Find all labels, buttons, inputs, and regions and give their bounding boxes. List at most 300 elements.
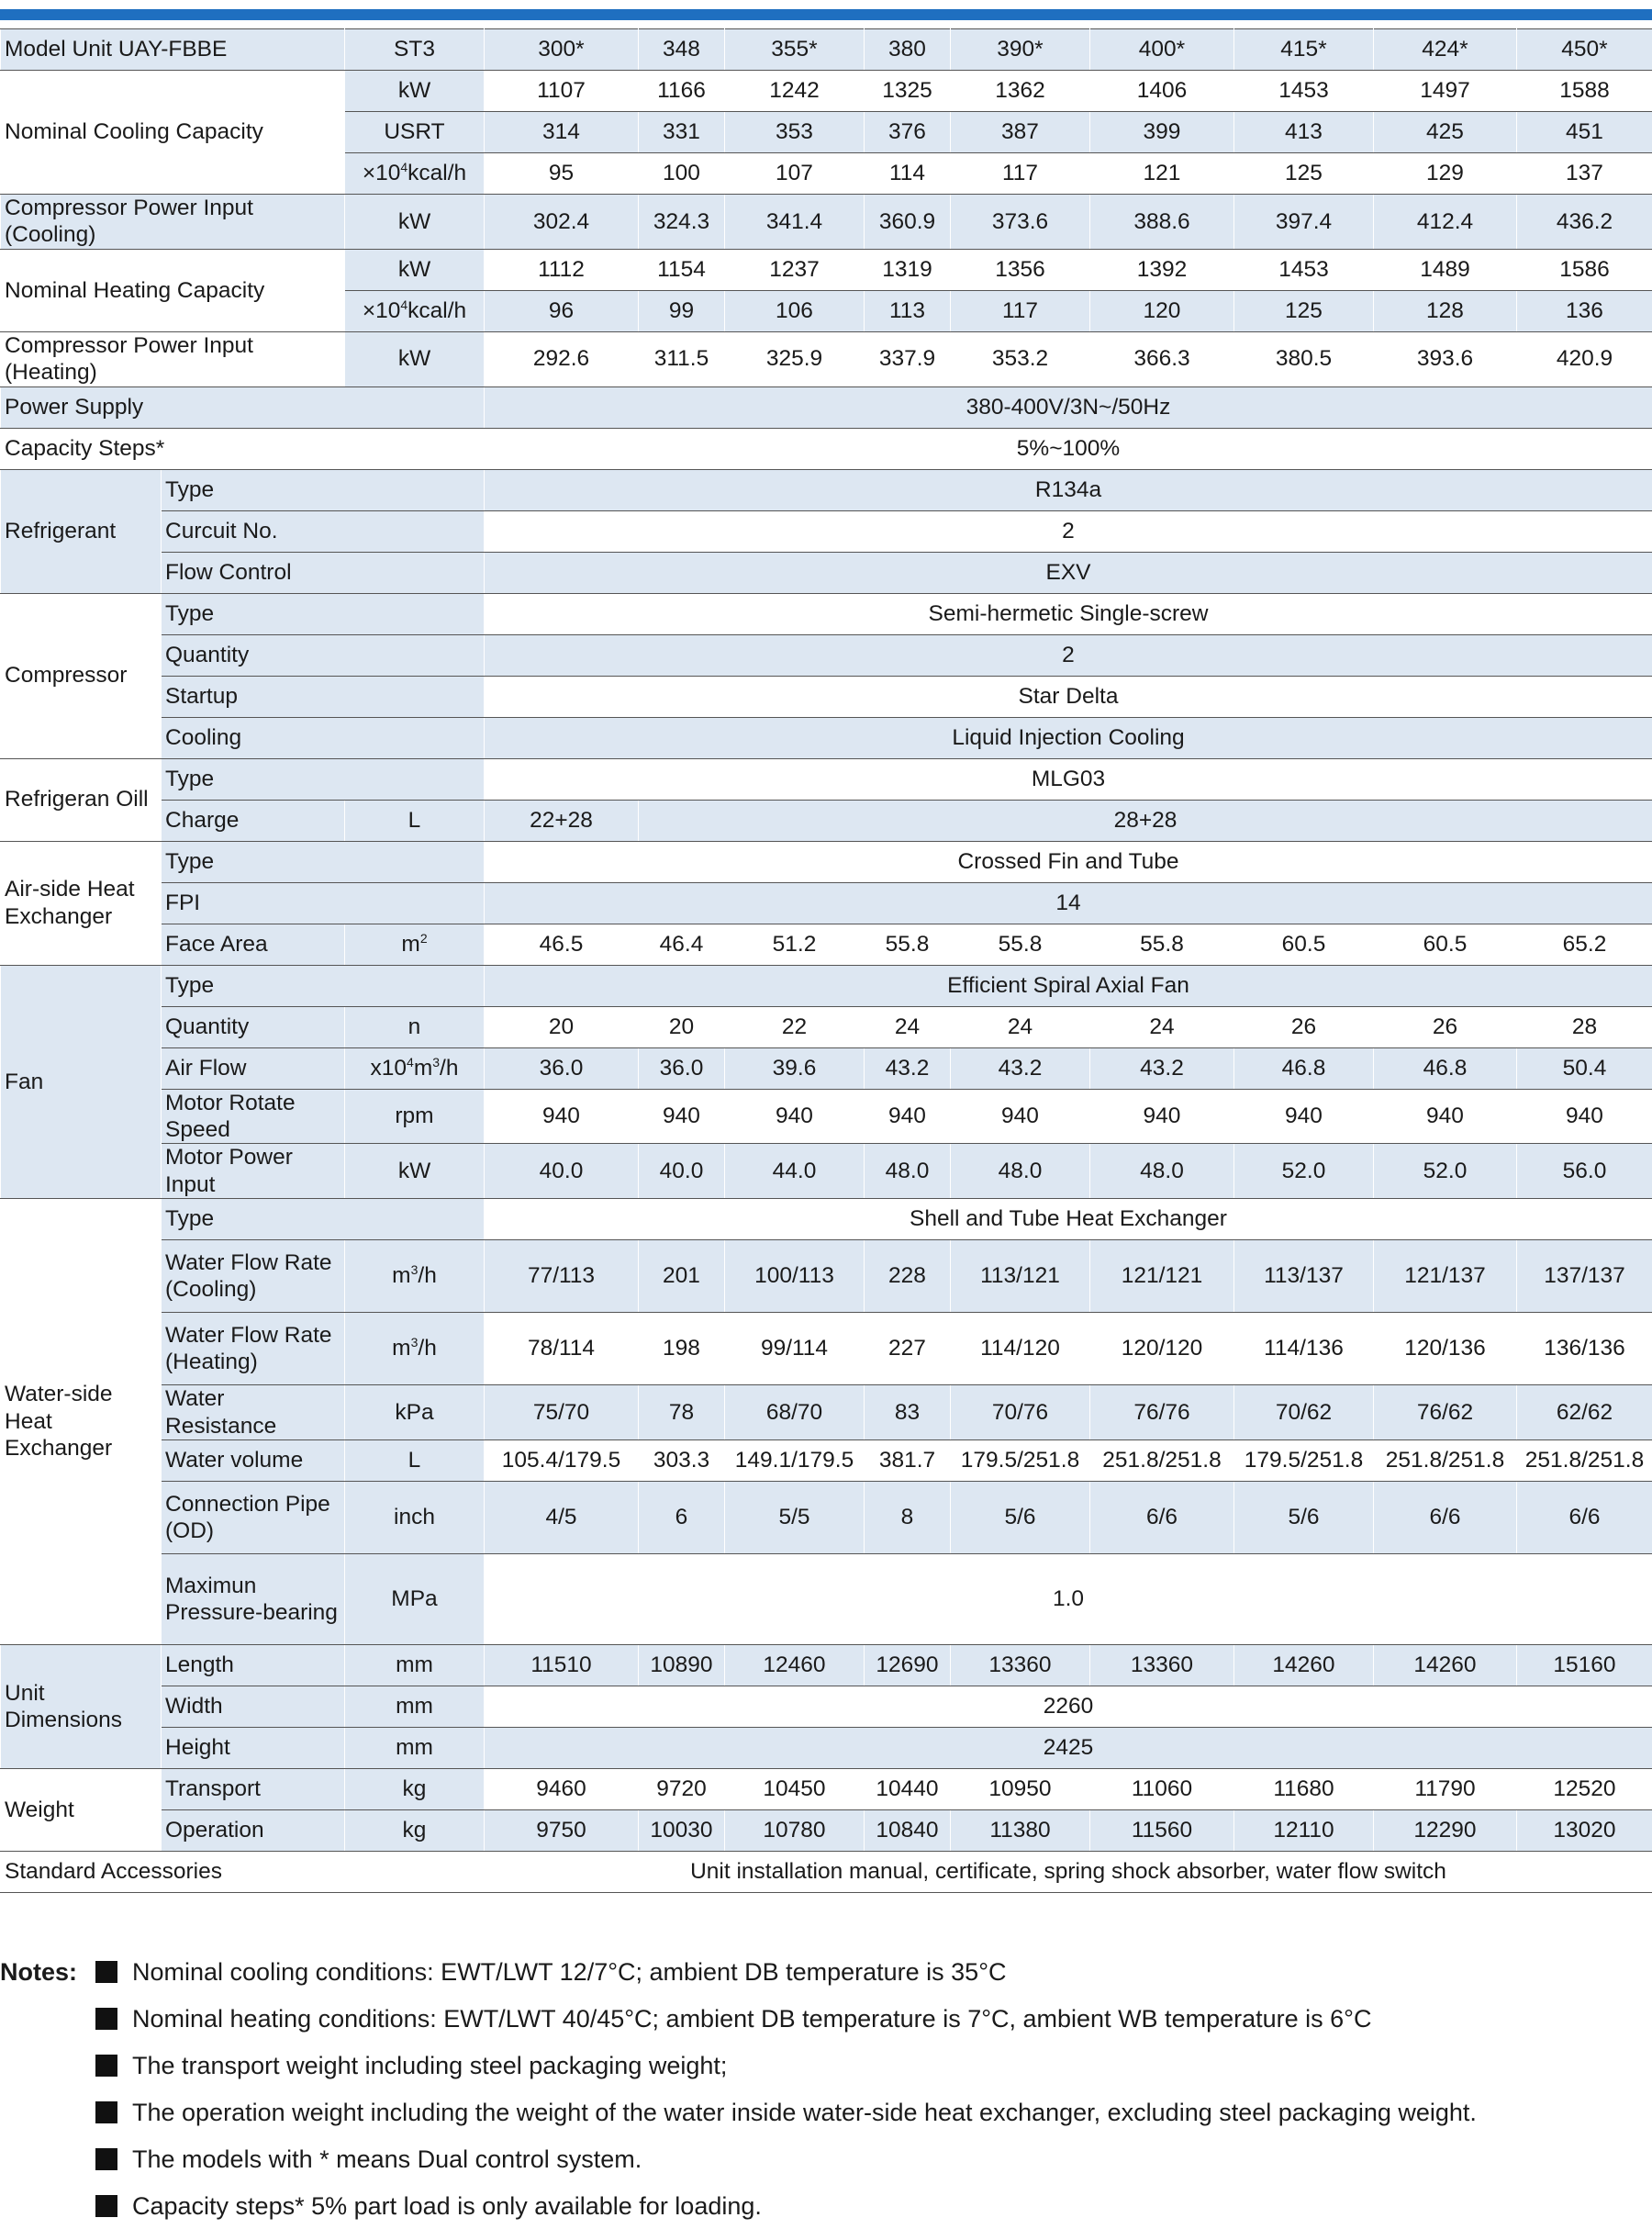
value-cell: 107 bbox=[725, 153, 865, 195]
sub-label: Water Flow Rate (Cooling) bbox=[162, 1240, 345, 1313]
table-row bbox=[1, 1047, 1652, 1089]
value-cell: 341.4 bbox=[725, 195, 865, 250]
value-cell: 413 bbox=[1234, 112, 1374, 153]
value-cell: 120/120 bbox=[1090, 1313, 1234, 1385]
value-cell: 55.8 bbox=[1090, 924, 1234, 965]
value-cell: 6 bbox=[639, 1481, 725, 1553]
value-cell: 12520 bbox=[1517, 1768, 1652, 1809]
value-cell: 117 bbox=[951, 153, 1090, 195]
value-cell: 75/70 bbox=[485, 1385, 639, 1440]
value-cell: 1453 bbox=[1234, 71, 1374, 112]
value-cell: 20 bbox=[485, 1006, 639, 1047]
unit-cell: $m^3/h$ bbox=[345, 1240, 485, 1313]
table-row bbox=[1, 1727, 1652, 1768]
table-row bbox=[1, 386, 1652, 428]
note-item bbox=[95, 2000, 1371, 2037]
value-cell: EXV bbox=[485, 552, 1652, 593]
value-cell: 46.5 bbox=[485, 924, 639, 965]
value-cell: 251.8/251.8 bbox=[1517, 1439, 1652, 1481]
row-label: Capacity Steps* bbox=[1, 428, 485, 469]
table-row bbox=[1, 717, 1652, 758]
row-label: Nominal Cooling Capacity bbox=[1, 71, 345, 195]
sub-label: Transport bbox=[162, 1768, 345, 1809]
accent-bar bbox=[0, 9, 1652, 20]
row-label: Refrigerant bbox=[1, 469, 162, 593]
unit-cell: mm bbox=[345, 1644, 485, 1686]
notes-label: Notes: bbox=[0, 1957, 78, 1986]
model-cell: 415* bbox=[1234, 29, 1374, 71]
value-cell: 44.0 bbox=[725, 1144, 865, 1199]
value-cell: 1588 bbox=[1517, 71, 1652, 112]
value-cell: 11060 bbox=[1090, 1768, 1234, 1809]
value-cell: 940 bbox=[639, 1089, 725, 1144]
value-cell: 95 bbox=[485, 153, 639, 195]
value-cell: 20 bbox=[639, 1006, 725, 1047]
value-cell: 137/137 bbox=[1517, 1240, 1652, 1313]
table-row bbox=[1, 1006, 1652, 1047]
value-cell: 136/136 bbox=[1517, 1313, 1652, 1385]
sub-label: Connection Pipe (OD) bbox=[162, 1481, 345, 1553]
sub-label: Cooling bbox=[162, 717, 485, 758]
value-cell: 50.4 bbox=[1517, 1047, 1652, 1089]
sub-label: Water Flow Rate (Heating) bbox=[162, 1313, 345, 1385]
value-cell: 121/121 bbox=[1090, 1240, 1234, 1313]
value-cell: 251.8/251.8 bbox=[1374, 1439, 1517, 1481]
sub-label: Height bbox=[162, 1727, 345, 1768]
sub-label: Width bbox=[162, 1686, 345, 1727]
sub-label: Maximun Pressure-bearing bbox=[162, 1553, 345, 1644]
value-cell: 100/113 bbox=[725, 1240, 865, 1313]
note-text: The models with * means Dual control system. bbox=[132, 2145, 642, 2173]
table-row bbox=[1, 924, 1652, 965]
bullet-square-icon bbox=[95, 2008, 117, 2030]
table-row bbox=[1, 428, 1652, 469]
value-cell: 52.0 bbox=[1374, 1144, 1517, 1199]
value-cell: 10450 bbox=[725, 1768, 865, 1809]
row-label: Refrigeran Oill bbox=[1, 758, 162, 841]
value-cell: 10890 bbox=[639, 1644, 725, 1686]
value-cell: 399 bbox=[1090, 112, 1234, 153]
bullet-square-icon bbox=[95, 2148, 117, 2170]
value-cell: 62/62 bbox=[1517, 1385, 1652, 1440]
value-cell: 105.4/179.5 bbox=[485, 1439, 639, 1481]
value-cell: 940 bbox=[1374, 1089, 1517, 1144]
value-cell: 1.0 bbox=[485, 1553, 1652, 1644]
value-cell: 381.7 bbox=[865, 1439, 951, 1481]
value-cell: 12460 bbox=[725, 1644, 865, 1686]
value-cell: 940 bbox=[951, 1089, 1090, 1144]
unit-cell: kPa bbox=[345, 1385, 485, 1440]
value-cell: 99 bbox=[639, 290, 725, 331]
row-label: Fan bbox=[1, 965, 162, 1199]
value-cell: 1356 bbox=[951, 249, 1090, 290]
table-row bbox=[1, 1851, 1652, 1892]
table-row bbox=[1, 1089, 1652, 1144]
value-cell: Unit installation manual, certificate, spring shock absorber, water flow switch bbox=[485, 1851, 1652, 1892]
value-cell: 11680 bbox=[1234, 1768, 1374, 1809]
value-cell: 78/114 bbox=[485, 1313, 639, 1385]
value-cell: 302.4 bbox=[485, 195, 639, 250]
table-row bbox=[1, 1686, 1652, 1727]
value-cell: 179.5/251.8 bbox=[1234, 1439, 1374, 1481]
value-cell: 55.8 bbox=[951, 924, 1090, 965]
note-item bbox=[95, 2094, 1477, 2131]
table-row bbox=[1, 1385, 1652, 1440]
sub-label: Face Area bbox=[162, 924, 345, 965]
unit-cell: kg bbox=[345, 1768, 485, 1809]
value-cell: 179.5/251.8 bbox=[951, 1439, 1090, 1481]
value-cell: 940 bbox=[725, 1089, 865, 1144]
value-cell: 83 bbox=[865, 1385, 951, 1440]
value-cell: 51.2 bbox=[725, 924, 865, 965]
value-cell: 292.6 bbox=[485, 331, 639, 386]
value-cell: 100 bbox=[639, 153, 725, 195]
table-row bbox=[1, 1809, 1652, 1851]
value-cell: 36.0 bbox=[639, 1047, 725, 1089]
sub-label: Type bbox=[162, 593, 485, 634]
value-cell: 1112 bbox=[485, 249, 639, 290]
value-cell: 10030 bbox=[639, 1809, 725, 1851]
value-cell: 40.0 bbox=[639, 1144, 725, 1199]
unit-cell: n bbox=[345, 1006, 485, 1047]
unit-cell: mm bbox=[345, 1686, 485, 1727]
value-cell: 26 bbox=[1374, 1006, 1517, 1047]
table-row bbox=[1, 331, 1652, 386]
note-item bbox=[95, 2141, 642, 2178]
bullet-square-icon bbox=[95, 2195, 117, 2217]
value-cell: 2 bbox=[485, 634, 1652, 676]
value-cell: 22 bbox=[725, 1006, 865, 1047]
spec-table bbox=[0, 28, 1652, 1893]
value-cell: 65.2 bbox=[1517, 924, 1652, 965]
table-row bbox=[1, 1553, 1652, 1644]
value-cell: 70/76 bbox=[951, 1385, 1090, 1440]
value-cell: 198 bbox=[639, 1313, 725, 1385]
value-cell: 76/62 bbox=[1374, 1385, 1517, 1440]
model-cell: 450* bbox=[1517, 29, 1652, 71]
note-text: Nominal cooling conditions: EWT/LWT 12/7°C; ambient DB temperature is 35°C bbox=[132, 1957, 1007, 1986]
sub-label: Quantity bbox=[162, 1006, 345, 1047]
value-cell: 10950 bbox=[951, 1768, 1090, 1809]
value-cell: 6/6 bbox=[1374, 1481, 1517, 1553]
table-row bbox=[1, 195, 1652, 250]
value-cell: Crossed Fin and Tube bbox=[485, 841, 1652, 882]
model-cell: 355* bbox=[725, 29, 865, 71]
model-unit: ST3 bbox=[345, 29, 485, 71]
table-row bbox=[1, 965, 1652, 1006]
value-cell: 412.4 bbox=[1374, 195, 1517, 250]
value-cell: 36.0 bbox=[485, 1047, 639, 1089]
model-cell: 400* bbox=[1090, 29, 1234, 71]
value-cell: 1392 bbox=[1090, 249, 1234, 290]
value-cell: 121 bbox=[1090, 153, 1234, 195]
value-cell: 52.0 bbox=[1234, 1144, 1374, 1199]
value-cell: 14 bbox=[485, 882, 1652, 924]
unit-cell: $\times 10^4kcal/h$ bbox=[345, 290, 485, 331]
value-cell: 24 bbox=[865, 1006, 951, 1047]
table-row bbox=[1, 1313, 1652, 1385]
unit-cell: $m^3/h$ bbox=[345, 1313, 485, 1385]
value-cell: 26 bbox=[1234, 1006, 1374, 1047]
value-cell: 125 bbox=[1234, 290, 1374, 331]
value-cell: 366.3 bbox=[1090, 331, 1234, 386]
value-cell: 43.2 bbox=[865, 1047, 951, 1089]
value-cell: Shell and Tube Heat Exchanger bbox=[485, 1199, 1652, 1240]
value-cell: 117 bbox=[951, 290, 1090, 331]
sub-label: Type bbox=[162, 841, 485, 882]
value-cell: 940 bbox=[865, 1089, 951, 1144]
value-cell: 1237 bbox=[725, 249, 865, 290]
value-cell: 76/76 bbox=[1090, 1385, 1234, 1440]
value-cell: 1586 bbox=[1517, 249, 1652, 290]
value-cell: 114/120 bbox=[951, 1313, 1090, 1385]
sub-label: FPI bbox=[162, 882, 485, 924]
row-label: Power Supply bbox=[1, 386, 485, 428]
value-cell: 9460 bbox=[485, 1768, 639, 1809]
note-item bbox=[95, 2188, 762, 2224]
sub-label: Water volume bbox=[162, 1439, 345, 1481]
value-cell: 1453 bbox=[1234, 249, 1374, 290]
value-cell: 24 bbox=[951, 1006, 1090, 1047]
note-item bbox=[0, 1954, 1652, 1990]
value-cell: 48.0 bbox=[865, 1144, 951, 1199]
value-cell: 227 bbox=[865, 1313, 951, 1385]
row-label: Water-side Heat Exchanger bbox=[1, 1199, 162, 1645]
value-cell: 60.5 bbox=[1374, 924, 1517, 965]
value-cell: 114/136 bbox=[1234, 1313, 1374, 1385]
model-cell: 300* bbox=[485, 29, 639, 71]
value-cell: 1154 bbox=[639, 249, 725, 290]
value-cell: 337.9 bbox=[865, 331, 951, 386]
sub-label: Type bbox=[162, 469, 485, 510]
value-cell: 2 bbox=[485, 510, 1652, 552]
unit-cell: L bbox=[345, 1439, 485, 1481]
value-cell: 5%~100% bbox=[485, 428, 1652, 469]
value-cell: 40.0 bbox=[485, 1144, 639, 1199]
value-cell: 149.1/179.5 bbox=[725, 1439, 865, 1481]
value-cell: 113/121 bbox=[951, 1240, 1090, 1313]
value-cell: 324.3 bbox=[639, 195, 725, 250]
value-cell: 96 bbox=[485, 290, 639, 331]
model-label: Model Unit UAY-FBBE bbox=[1, 29, 345, 71]
value-cell: 15160 bbox=[1517, 1644, 1652, 1686]
value-cell: 11510 bbox=[485, 1644, 639, 1686]
value-cell: 13360 bbox=[951, 1644, 1090, 1686]
table-row bbox=[1, 634, 1652, 676]
value-cell: 201 bbox=[639, 1240, 725, 1313]
sub-label: Motor Power Input bbox=[162, 1144, 345, 1199]
table-row bbox=[1, 841, 1652, 882]
value-cell: 12290 bbox=[1374, 1809, 1517, 1851]
value-cell: 43.2 bbox=[951, 1047, 1090, 1089]
value-cell: 136 bbox=[1517, 290, 1652, 331]
note-text: Nominal heating conditions: EWT/LWT 40/45°C; ambient DB temperature is 7°C, ambient WB temperature is 6°C bbox=[132, 2004, 1372, 2033]
table-row bbox=[1, 1240, 1652, 1313]
value-cell: 14260 bbox=[1374, 1644, 1517, 1686]
value-cell: 55.8 bbox=[865, 924, 951, 965]
table-row bbox=[1, 882, 1652, 924]
table-row bbox=[1, 29, 1652, 71]
value-cell: 388.6 bbox=[1090, 195, 1234, 250]
unit-cell: kW bbox=[345, 331, 485, 386]
table-row bbox=[1, 71, 1652, 112]
row-label: Compressor Power Input (Heating) bbox=[1, 331, 345, 386]
table-row bbox=[1, 676, 1652, 717]
value-cell: 303.3 bbox=[639, 1439, 725, 1481]
unit-cell: kW bbox=[345, 71, 485, 112]
value-cell: 1242 bbox=[725, 71, 865, 112]
table-row bbox=[1, 510, 1652, 552]
value-cell: 11560 bbox=[1090, 1809, 1234, 1851]
unit-cell: L bbox=[345, 800, 485, 841]
value-cell: 113/137 bbox=[1234, 1240, 1374, 1313]
value-cell: 106 bbox=[725, 290, 865, 331]
model-cell: 424* bbox=[1374, 29, 1517, 71]
value-cell: 46.4 bbox=[639, 924, 725, 965]
value-cell: 5/6 bbox=[1234, 1481, 1374, 1553]
value-cell: 46.8 bbox=[1234, 1047, 1374, 1089]
value-cell: 10780 bbox=[725, 1809, 865, 1851]
value-cell: 940 bbox=[1517, 1089, 1652, 1144]
value-cell: 2425 bbox=[485, 1727, 1652, 1768]
value-cell: 451 bbox=[1517, 112, 1652, 153]
value-cell: 129 bbox=[1374, 153, 1517, 195]
row-label: Compressor bbox=[1, 593, 162, 758]
header-bar bbox=[0, 0, 1652, 20]
value-cell: MLG03 bbox=[485, 758, 1652, 800]
value-cell: Semi-hermetic Single-screw bbox=[485, 593, 1652, 634]
sub-label: Type bbox=[162, 1199, 485, 1240]
value-cell: 940 bbox=[1090, 1089, 1234, 1144]
value-cell: 420.9 bbox=[1517, 331, 1652, 386]
sub-label: Curcuit No. bbox=[162, 510, 485, 552]
unit-cell: MPa bbox=[345, 1553, 485, 1644]
sub-label: Startup bbox=[162, 676, 485, 717]
unit-cell: inch bbox=[345, 1481, 485, 1553]
value-cell: 12690 bbox=[865, 1644, 951, 1686]
value-cell: 56.0 bbox=[1517, 1144, 1652, 1199]
value-cell: 28+28 bbox=[639, 800, 1652, 841]
table-row bbox=[1, 1768, 1652, 1809]
value-cell: 113 bbox=[865, 290, 951, 331]
unit-cell: $x10^4m^3/h$ bbox=[345, 1047, 485, 1089]
unit-cell: mm bbox=[345, 1727, 485, 1768]
value-cell: 48.0 bbox=[951, 1144, 1090, 1199]
model-cell: 390* bbox=[951, 29, 1090, 71]
note-text: Capacity steps* 5% part load is only available for loading. bbox=[132, 2191, 762, 2220]
value-cell: 380.5 bbox=[1234, 331, 1374, 386]
row-label: Standard Accessories bbox=[1, 1851, 485, 1892]
table-row bbox=[1, 469, 1652, 510]
value-cell: 1406 bbox=[1090, 71, 1234, 112]
value-cell: 114 bbox=[865, 153, 951, 195]
value-cell: 940 bbox=[1234, 1089, 1374, 1144]
value-cell: 1107 bbox=[485, 71, 639, 112]
value-cell: 13020 bbox=[1517, 1809, 1652, 1851]
value-cell: Liquid Injection Cooling bbox=[485, 717, 1652, 758]
value-cell: 11380 bbox=[951, 1809, 1090, 1851]
value-cell: 353 bbox=[725, 112, 865, 153]
row-label: Air-side Heat Exchanger bbox=[1, 841, 162, 965]
row-label: Nominal Heating Capacity bbox=[1, 249, 345, 331]
value-cell: 1362 bbox=[951, 71, 1090, 112]
value-cell: 99/114 bbox=[725, 1313, 865, 1385]
value-cell: 13360 bbox=[1090, 1644, 1234, 1686]
value-cell: 70/62 bbox=[1234, 1385, 1374, 1440]
row-label: Weight bbox=[1, 1768, 162, 1851]
value-cell: 46.8 bbox=[1374, 1047, 1517, 1089]
value-cell: 360.9 bbox=[865, 195, 951, 250]
value-cell: 9720 bbox=[639, 1768, 725, 1809]
value-cell: 120/136 bbox=[1374, 1313, 1517, 1385]
value-cell: 1325 bbox=[865, 71, 951, 112]
table-row bbox=[1, 1144, 1652, 1199]
value-cell: 28 bbox=[1517, 1006, 1652, 1047]
value-cell: 43.2 bbox=[1090, 1047, 1234, 1089]
value-cell: 11790 bbox=[1374, 1768, 1517, 1809]
sub-label: Air Flow bbox=[162, 1047, 345, 1089]
value-cell: Star Delta bbox=[485, 676, 1652, 717]
value-cell: 1497 bbox=[1374, 71, 1517, 112]
model-cell: 380 bbox=[865, 29, 951, 71]
value-cell: 5/5 bbox=[725, 1481, 865, 1553]
value-cell: 380-400V/3N~/50Hz bbox=[485, 386, 1652, 428]
value-cell: 425 bbox=[1374, 112, 1517, 153]
bullet-square-icon bbox=[95, 2101, 117, 2123]
sub-label: Motor Rotate Speed bbox=[162, 1089, 345, 1144]
value-cell: 325.9 bbox=[725, 331, 865, 386]
model-cell: 348 bbox=[639, 29, 725, 71]
value-cell: 137 bbox=[1517, 153, 1652, 195]
value-cell: Efficient Spiral Axial Fan bbox=[485, 965, 1652, 1006]
value-cell: 77/113 bbox=[485, 1240, 639, 1313]
value-cell: 436.2 bbox=[1517, 195, 1652, 250]
value-cell: 2260 bbox=[485, 1686, 1652, 1727]
sub-label: Operation bbox=[162, 1809, 345, 1851]
unit-cell: rpm bbox=[345, 1089, 485, 1144]
value-cell: 60.5 bbox=[1234, 924, 1374, 965]
value-cell: 14260 bbox=[1234, 1644, 1374, 1686]
value-cell: 376 bbox=[865, 112, 951, 153]
sub-label: Type bbox=[162, 758, 485, 800]
value-cell: 1489 bbox=[1374, 249, 1517, 290]
sub-label: Water Resistance bbox=[162, 1385, 345, 1440]
unit-cell: kg bbox=[345, 1809, 485, 1851]
unit-cell: $m^2$ bbox=[345, 924, 485, 965]
value-cell: 39.6 bbox=[725, 1047, 865, 1089]
table-row bbox=[1, 1439, 1652, 1481]
value-cell: 393.6 bbox=[1374, 331, 1517, 386]
table-row bbox=[1, 800, 1652, 841]
note-item bbox=[95, 2047, 727, 2084]
unit-cell: kW bbox=[345, 195, 485, 250]
bullet-square-icon bbox=[95, 2055, 117, 2077]
bullet-square-icon bbox=[95, 1961, 117, 1983]
value-cell: 4/5 bbox=[485, 1481, 639, 1553]
note-text: The transport weight including steel packaging weight; bbox=[132, 2051, 728, 2079]
value-cell: 10440 bbox=[865, 1768, 951, 1809]
value-cell: 940 bbox=[485, 1089, 639, 1144]
table-row bbox=[1, 758, 1652, 800]
value-cell: 22+28 bbox=[485, 800, 639, 841]
table-row bbox=[1, 1644, 1652, 1686]
value-cell: 68/70 bbox=[725, 1385, 865, 1440]
value-cell: 6/6 bbox=[1090, 1481, 1234, 1553]
value-cell: 5/6 bbox=[951, 1481, 1090, 1553]
table-row bbox=[1, 593, 1652, 634]
value-cell: 6/6 bbox=[1517, 1481, 1652, 1553]
value-cell: 251.8/251.8 bbox=[1090, 1439, 1234, 1481]
